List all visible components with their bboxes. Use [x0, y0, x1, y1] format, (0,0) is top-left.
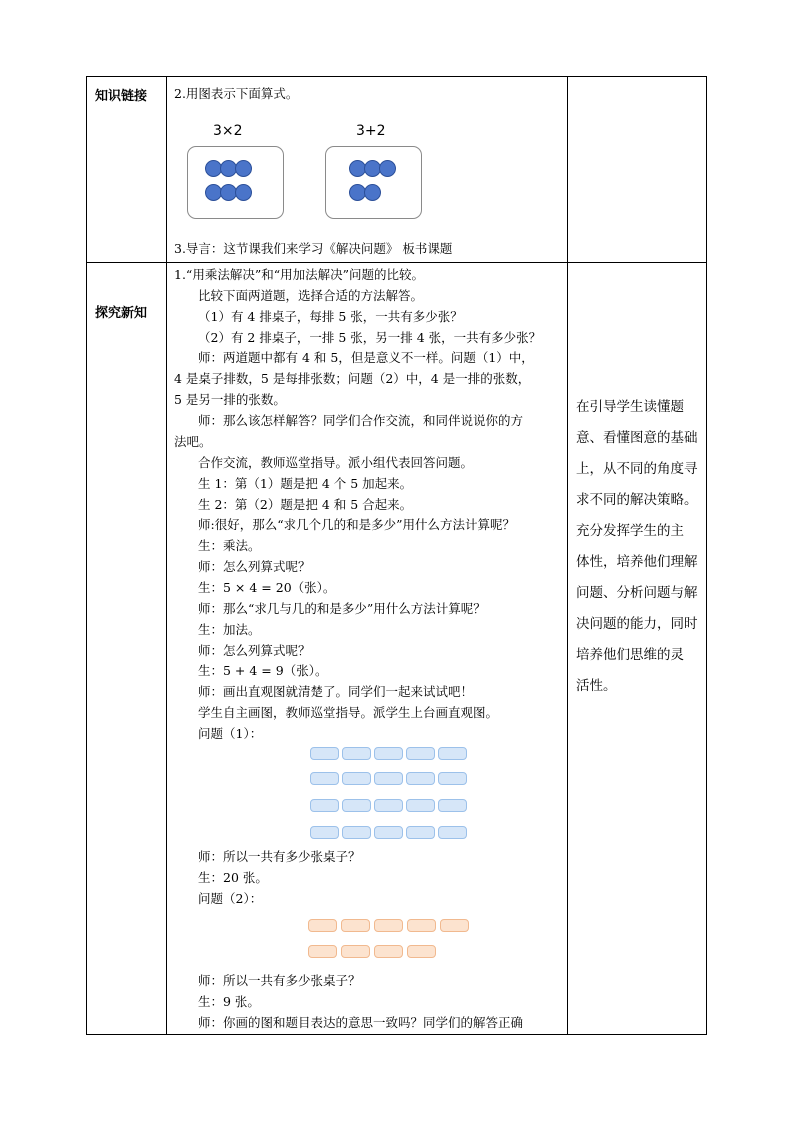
dot-icon — [364, 184, 381, 201]
dot-group-multiplication — [187, 146, 284, 219]
text-line: 合作交流，教师巡堂指导。派小组代表回答问题。 — [198, 455, 474, 470]
text-line: 师:很好，那么“求几个几的和是多少”用什么方法计算呢？ — [198, 517, 515, 532]
note-line: 上，从不同的角度寻 — [576, 461, 698, 477]
text-line: 师：画出直观图就清楚了。同学们一起来试试吧！ — [198, 684, 474, 699]
table-border-col1 — [166, 76, 167, 1035]
text-line: 师：怎么列算式呢？ — [198, 559, 311, 574]
dot-icon — [379, 160, 396, 177]
formula-multiplication: 3×2 — [213, 123, 243, 139]
table-row-divider — [86, 262, 707, 263]
desk-icon — [342, 747, 371, 760]
desk-icon — [374, 772, 403, 785]
text-line: 师：所以一共有多少张桌子？ — [198, 849, 361, 864]
desk-icon — [440, 919, 469, 932]
text-line: 生：加法。 — [198, 622, 261, 637]
desk-icon — [406, 747, 435, 760]
table-border-left — [86, 76, 87, 1035]
table-border-col2 — [567, 76, 568, 1035]
text-line: 1.“用乘法解决”和“用加法解决”问题的比较。 — [174, 267, 424, 282]
note-line: 活性。 — [576, 678, 617, 694]
desk-icon — [438, 799, 467, 812]
desk-icon — [374, 945, 403, 958]
desk-icon — [308, 945, 337, 958]
formula-addition: 3+2 — [356, 123, 386, 139]
text-line: 4 是桌子排数，5 是每排张数；问题（2）中，4 是一排的张数， — [174, 371, 531, 386]
desk-icon — [310, 826, 339, 839]
row-label-explore-new: 探究新知 — [95, 306, 148, 321]
text-line: 5 是另一排的张数。 — [174, 392, 286, 407]
desk-icon — [310, 747, 339, 760]
text-line: 问题（2）： — [198, 891, 263, 906]
note-line: 在引导学生读懂题 — [576, 399, 684, 415]
text-line: 比较下面两道题，选择合适的方法解答。 — [198, 288, 424, 303]
text-line: 生：20 张。 — [198, 870, 268, 885]
row-label-knowledge-link: 知识链接 — [95, 89, 148, 104]
desk-icon — [374, 747, 403, 760]
text-line: 师：你画的图和题目表达的意思一致吗？同学们的解答正确 — [198, 1015, 524, 1030]
text-line: 师：那么“求几与几的和是多少”用什么方法计算呢？ — [198, 601, 486, 616]
desk-icon — [438, 747, 467, 760]
text-line: 师：两道题中都有 4 和 5，但是意义不一样。问题（1）中， — [198, 350, 534, 365]
desk-icon — [308, 919, 337, 932]
desk-icon — [342, 772, 371, 785]
dot-group-addition — [325, 146, 422, 219]
note-line: 体性，培养他们理解 — [576, 554, 698, 570]
desk-icon — [374, 799, 403, 812]
dot-icon — [235, 160, 252, 177]
item-3-text: 3.导言：这节课我们来学习《解决问题》 板书课题 — [174, 241, 453, 256]
text-line: 师：怎么列算式呢？ — [198, 643, 311, 658]
desk-icon — [406, 826, 435, 839]
desk-icon — [341, 945, 370, 958]
text-line: 法吧。 — [174, 434, 212, 449]
desk-icon — [310, 799, 339, 812]
desk-icon — [341, 919, 370, 932]
note-line: 决问题的能力，同时 — [576, 616, 698, 632]
note-line: 充分发挥学生的主 — [576, 523, 684, 539]
desk-icon — [310, 772, 339, 785]
desk-icon — [374, 919, 403, 932]
desk-icon — [342, 826, 371, 839]
text-line: 生 1：第（1）题是把 4 个 5 加起来。 — [198, 476, 413, 491]
text-line: 生：9 张。 — [198, 994, 260, 1009]
desk-icon — [438, 826, 467, 839]
desk-icon — [438, 772, 467, 785]
desk-icon — [406, 772, 435, 785]
note-line: 问题、分析问题与解 — [576, 585, 698, 601]
desk-icon — [407, 919, 436, 932]
text-line: 师：所以一共有多少张桌子？ — [198, 973, 361, 988]
desk-icon — [407, 945, 436, 958]
table-border-right — [706, 76, 707, 1035]
desk-icon — [374, 826, 403, 839]
text-line: 生：5 × 4 = 20（张）。 — [198, 580, 336, 595]
table-border-top — [86, 76, 707, 77]
desk-icon — [406, 799, 435, 812]
text-line: （1）有 4 排桌子，每排 5 张，一共有多少张？ — [198, 309, 463, 324]
text-line: 学生自主画图，教师巡堂指导。派学生上台画直观图。 — [198, 705, 499, 720]
text-line: 师：那么该怎样解答？同学们合作交流，和同伴说说你的方 — [198, 413, 524, 428]
note-line: 求不同的解决策略。 — [576, 492, 698, 508]
text-line: 生 2：第（2）题是把 4 和 5 合起来。 — [198, 497, 413, 512]
note-line: 意、看懂图意的基础 — [576, 430, 698, 446]
desk-icon — [342, 799, 371, 812]
text-line: （2）有 2 排桌子，一排 5 张，另一排 4 张，一共有多少张？ — [198, 330, 542, 345]
text-line: 生：5 + 4 = 9（张）。 — [198, 663, 328, 678]
text-line: 问题（1）： — [198, 726, 263, 741]
table-border-bottom — [86, 1034, 707, 1035]
note-line: 培养他们思维的灵 — [576, 647, 684, 663]
text-line: 生：乘法。 — [198, 538, 261, 553]
dot-icon — [235, 184, 252, 201]
item-2-text: 2.用图表示下面算式。 — [174, 86, 299, 101]
